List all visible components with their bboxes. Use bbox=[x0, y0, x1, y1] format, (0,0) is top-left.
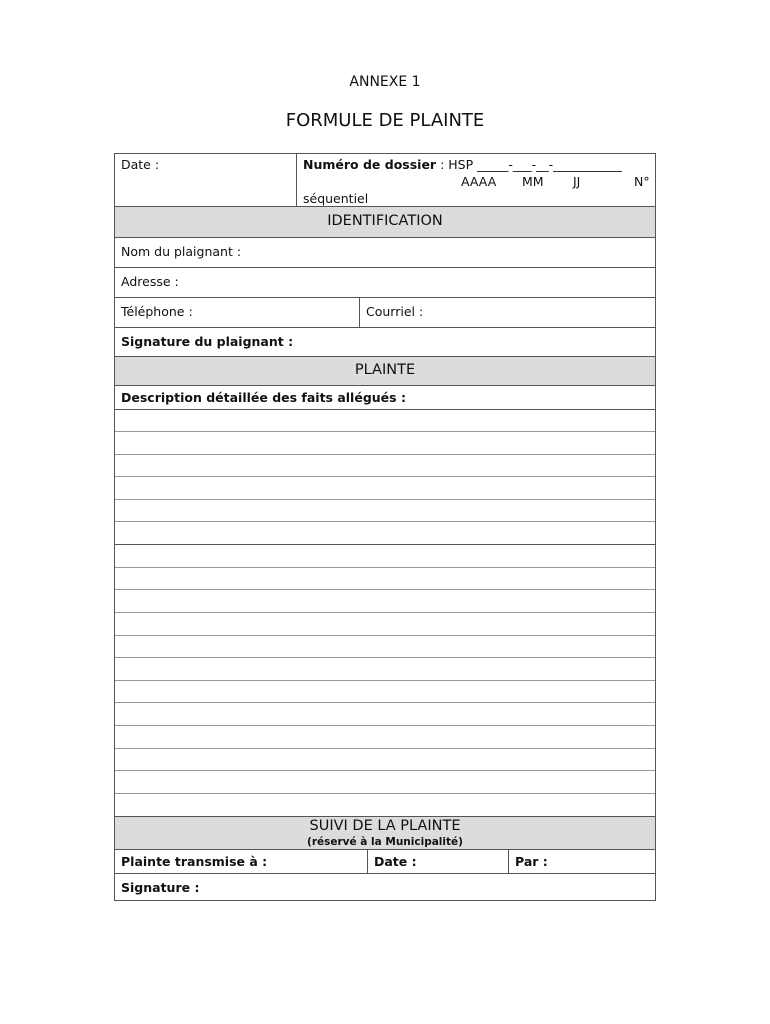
format-month: MM bbox=[522, 174, 544, 189]
format-day: JJ bbox=[573, 174, 581, 189]
format-year: AAAA bbox=[461, 174, 497, 189]
writing-line[interactable] bbox=[115, 657, 655, 658]
by-field[interactable]: Par : bbox=[515, 854, 548, 869]
phone-email-divider bbox=[359, 297, 360, 327]
dossier-number-label: Numéro de dossier bbox=[303, 157, 437, 172]
writing-line[interactable] bbox=[115, 748, 655, 749]
complainant-signature-field[interactable]: Signature du plaignant : bbox=[121, 334, 294, 349]
writing-line[interactable] bbox=[115, 702, 655, 703]
dossier-number-field[interactable] bbox=[303, 157, 622, 172]
line bbox=[115, 385, 655, 386]
complaint-heading: PLAINTE bbox=[354, 362, 416, 378]
writing-line[interactable] bbox=[115, 521, 655, 522]
writing-line[interactable] bbox=[115, 680, 655, 681]
format-number: N° bbox=[634, 174, 650, 189]
complainant-name-field[interactable]: Nom du plaignant : bbox=[121, 244, 242, 259]
writing-line[interactable] bbox=[115, 499, 655, 500]
writing-line[interactable] bbox=[115, 770, 655, 771]
writing-line[interactable] bbox=[115, 589, 655, 590]
writing-line[interactable] bbox=[115, 476, 655, 477]
line bbox=[115, 237, 655, 238]
divider bbox=[367, 849, 368, 873]
identification-heading: IDENTIFICATION bbox=[327, 213, 443, 229]
line bbox=[115, 327, 655, 328]
dossier-number-value: : HSP _____-___-__-___________ bbox=[440, 157, 622, 172]
line bbox=[115, 409, 655, 410]
writing-line[interactable] bbox=[115, 454, 655, 455]
writing-line[interactable] bbox=[115, 612, 655, 613]
complaint-band bbox=[115, 357, 655, 385]
line bbox=[115, 849, 655, 850]
writing-line[interactable] bbox=[115, 725, 655, 726]
writing-line[interactable] bbox=[115, 544, 655, 545]
line bbox=[115, 267, 655, 268]
date-label: Date : bbox=[121, 157, 160, 172]
follow-up-signature-field[interactable]: Signature : bbox=[121, 880, 200, 895]
line bbox=[115, 297, 655, 298]
address-field[interactable]: Adresse : bbox=[121, 274, 179, 289]
writing-line[interactable] bbox=[115, 567, 655, 568]
annex-label: ANNEXE 1 bbox=[349, 74, 421, 90]
transmitted-to-field[interactable]: Plainte transmise à : bbox=[121, 854, 268, 869]
follow-up-subheading: (réservé à la Municipalité) bbox=[307, 836, 463, 848]
follow-up-date-field[interactable]: Date : bbox=[374, 854, 417, 869]
email-field[interactable]: Courriel : bbox=[366, 304, 424, 319]
divider bbox=[508, 849, 509, 873]
identification-band bbox=[115, 207, 655, 237]
form-title: FORMULE DE PLAINTE bbox=[285, 110, 485, 131]
writing-line[interactable] bbox=[115, 635, 655, 636]
format-sequential: séquentiel bbox=[303, 191, 369, 206]
description-label: Description détaillée des faits allégués : bbox=[121, 390, 406, 405]
header-divider bbox=[296, 154, 297, 206]
complaint-form bbox=[114, 153, 656, 901]
writing-line[interactable] bbox=[115, 431, 655, 432]
line bbox=[115, 873, 655, 874]
phone-field[interactable]: Téléphone : bbox=[121, 304, 193, 319]
writing-line[interactable] bbox=[115, 793, 655, 794]
follow-up-band bbox=[115, 817, 655, 849]
follow-up-heading: SUIVI DE LA PLAINTE bbox=[309, 818, 461, 834]
